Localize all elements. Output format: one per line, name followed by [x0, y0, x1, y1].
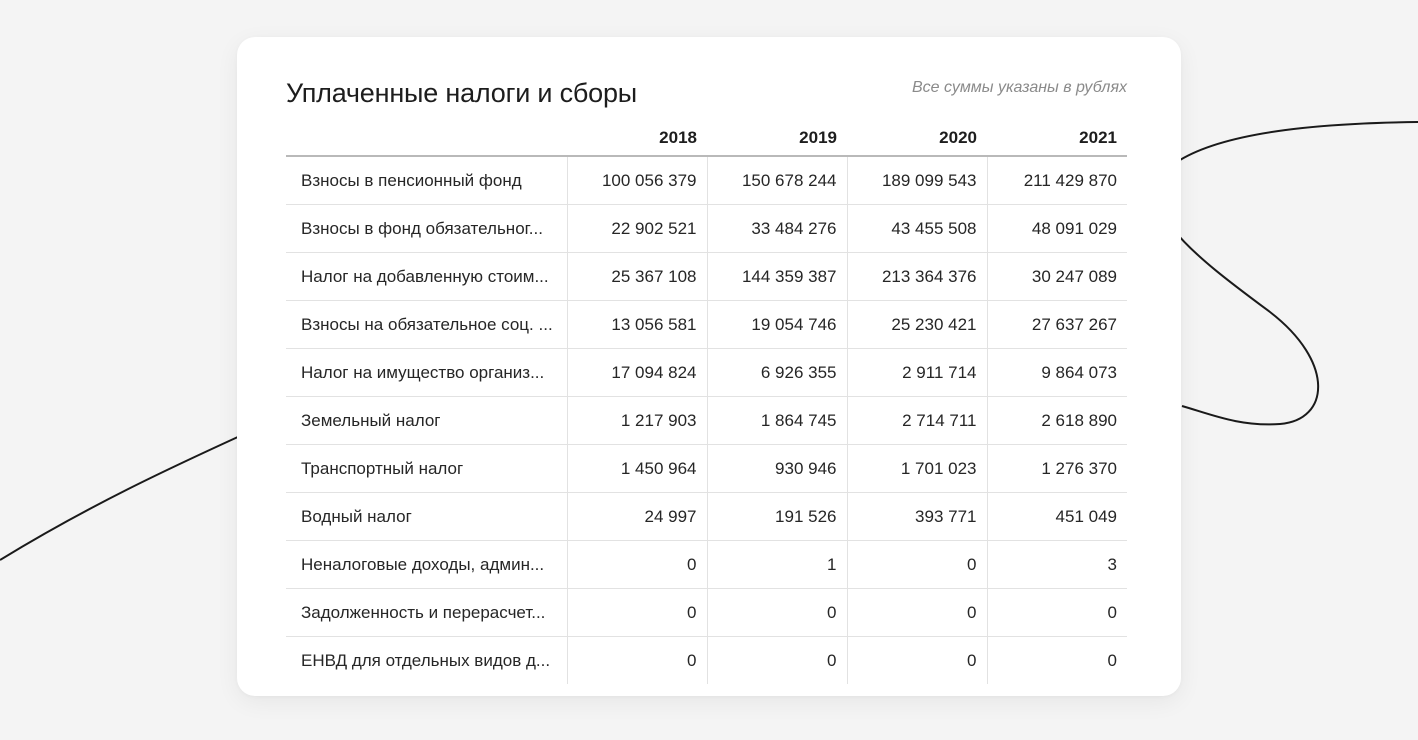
- table-row: [286, 493, 1127, 541]
- row-value: 100 056 379: [567, 156, 707, 205]
- table-row: [286, 397, 1127, 445]
- row-value: 1 864 745: [707, 397, 847, 445]
- row-value: 0: [847, 541, 987, 589]
- right-decorative-curve: [1157, 122, 1418, 424]
- row-value: 43 455 508: [847, 205, 987, 253]
- row-name: Налог на имущество организ...: [286, 349, 567, 397]
- taxes-card: [237, 37, 1181, 696]
- row-value: 1 701 023: [847, 445, 987, 493]
- row-value: 2 618 890: [987, 397, 1127, 445]
- table-row: [286, 205, 1127, 253]
- row-value: 2 911 714: [847, 349, 987, 397]
- row-value: 189 099 543: [847, 156, 987, 205]
- row-value: 150 678 244: [707, 156, 847, 205]
- row-value: 191 526: [707, 493, 847, 541]
- card-title: Уплаченные налоги и сборы: [286, 78, 637, 108]
- row-name: Водный налог: [286, 493, 567, 541]
- table-row: [286, 541, 1127, 589]
- row-value: 930 946: [707, 445, 847, 493]
- header-name-col: [286, 123, 567, 156]
- row-name: ЕНВД для отдельных видов д...: [301, 650, 551, 670]
- header-year: 2019: [707, 123, 847, 156]
- row-value: 48 091 029: [987, 205, 1127, 253]
- row-value: 25 367 108: [567, 253, 707, 301]
- row-value: 1 276 370: [987, 445, 1127, 493]
- row-value: 19 054 746: [707, 301, 847, 349]
- row-value: 24 997: [567, 493, 707, 541]
- row-value: 0: [567, 637, 707, 685]
- row-value: 3: [987, 541, 1127, 589]
- header-year: 2020: [847, 123, 987, 156]
- row-value: 213 364 376: [847, 253, 987, 301]
- row-value: 2 714 711: [847, 397, 987, 445]
- row-value: 25 230 421: [847, 301, 987, 349]
- row-name: Взносы в пенсионный фонд: [286, 156, 567, 205]
- row-value: 33 484 276: [707, 205, 847, 253]
- currency-note: Все суммы указаны в рублях: [911, 79, 1127, 96]
- row-name: Взносы в фонд обязательног...: [286, 205, 567, 253]
- table-row: [286, 349, 1127, 397]
- header-year: 2018: [567, 123, 707, 156]
- row-name: Налог на добавленную стоим...: [286, 253, 567, 301]
- taxes-table: [286, 123, 1127, 684]
- row-name: Неналоговые доходы, админ...: [286, 541, 567, 589]
- row-name: Взносы на обязательное соц. ...: [286, 301, 567, 349]
- row-value: 6 926 355: [707, 349, 847, 397]
- row-name: Задолженность и перерасчет...: [286, 589, 567, 637]
- row-value: 13 056 581: [567, 301, 707, 349]
- left-decorative-curve: [0, 436, 240, 560]
- row-name: Земельный налог: [286, 397, 567, 445]
- row-value: 0: [707, 637, 847, 685]
- row-value: 1 217 903: [567, 397, 707, 445]
- table-header-row: [286, 123, 1127, 156]
- row-value: 27 637 267: [987, 301, 1127, 349]
- header-year: 2021: [987, 123, 1127, 156]
- row-value: 0: [987, 589, 1127, 637]
- row-value: 30 247 089: [987, 253, 1127, 301]
- row-value: 0: [847, 589, 987, 637]
- row-value: 1: [707, 541, 847, 589]
- table-row: [286, 253, 1127, 301]
- row-value: 9 864 073: [987, 349, 1127, 397]
- row-value: 451 049: [987, 493, 1127, 541]
- row-value: 17 094 824: [567, 349, 707, 397]
- row-value: 211 429 870: [987, 156, 1127, 205]
- table-row: [286, 445, 1127, 493]
- row-value: 1 450 964: [567, 445, 707, 493]
- table-row: [286, 637, 1127, 685]
- row-value: 22 902 521: [567, 205, 707, 253]
- row-value: 0: [567, 589, 707, 637]
- row-value: 0: [707, 589, 847, 637]
- row-name: Транспортный налог: [286, 445, 567, 493]
- table-row: [286, 156, 1127, 205]
- row-value: 0: [567, 541, 707, 589]
- row-value: 393 771: [847, 493, 987, 541]
- table-row: [286, 301, 1127, 349]
- row-value: 0: [847, 637, 987, 685]
- row-value: 144 359 387: [707, 253, 847, 301]
- row-value: 0: [987, 637, 1127, 685]
- table-row: [286, 589, 1127, 637]
